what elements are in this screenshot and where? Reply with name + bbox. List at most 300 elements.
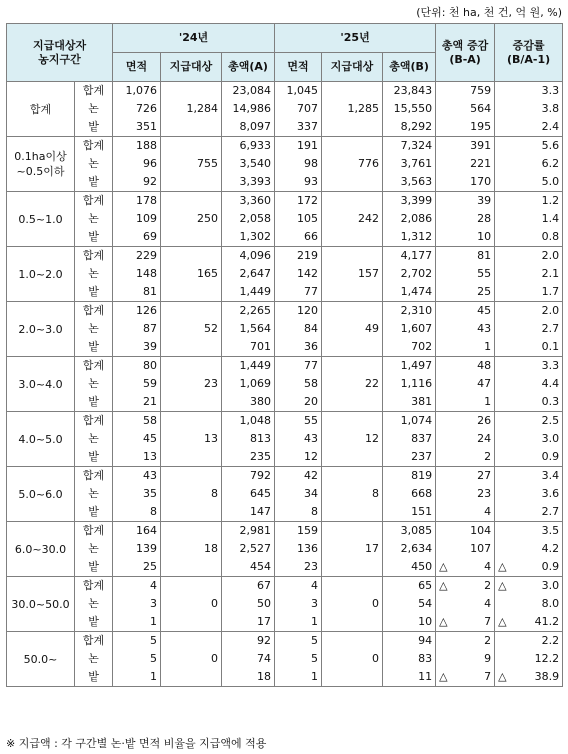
total-diff: 4 <box>436 503 495 522</box>
change-rate: 2.2 <box>495 632 563 651</box>
total-b: 2,086 <box>383 210 436 228</box>
change-rate: 0.9 <box>495 448 563 467</box>
land-type: 밭 <box>75 503 113 522</box>
target-2024: 1,284 <box>161 82 222 137</box>
land-type: 합계 <box>75 192 113 211</box>
total-a: 1,048 <box>222 412 275 431</box>
total-diff: 2 <box>436 448 495 467</box>
change-rate: 12.2 <box>495 650 563 668</box>
change-rate: 6.2 <box>495 155 563 173</box>
change-rate: 1.7 <box>495 283 563 302</box>
land-type: 합계 <box>75 632 113 651</box>
table-row <box>7 613 563 632</box>
total-diff: 170 <box>436 173 495 192</box>
area-2024: 726 <box>113 100 161 118</box>
land-type: 논 <box>75 485 113 503</box>
area-2024: 126 <box>113 302 161 321</box>
total-diff: 25 <box>436 283 495 302</box>
area-2025: 98 <box>275 155 322 173</box>
land-type: 논 <box>75 155 113 173</box>
change-rate: 3.3 <box>495 357 563 376</box>
land-type: 논 <box>75 100 113 118</box>
total-b: 2,702 <box>383 265 436 283</box>
table-row <box>7 522 563 541</box>
total-b: 3,085 <box>383 522 436 541</box>
total-diff: 1 <box>436 393 495 412</box>
land-type: 논 <box>75 210 113 228</box>
total-b: 15,550 <box>383 100 436 118</box>
area-2024: 80 <box>113 357 161 376</box>
target-2025: 0 <box>322 632 383 687</box>
group-label: 2.0~3.0 <box>7 302 75 357</box>
total-a: 14,986 <box>222 100 275 118</box>
land-type: 밭 <box>75 448 113 467</box>
total-diff: 10 <box>436 228 495 247</box>
total-b: 668 <box>383 485 436 503</box>
change-rate: 3.0 <box>495 430 563 448</box>
area-2024: 178 <box>113 192 161 211</box>
area-2024: 81 <box>113 283 161 302</box>
change-rate: 0.1 <box>495 338 563 357</box>
area-2024: 58 <box>113 412 161 431</box>
target-2025: 22 <box>322 357 383 412</box>
header-row-1 <box>7 24 563 53</box>
group-label: 5.0~6.0 <box>7 467 75 522</box>
total-b: 54 <box>383 595 436 613</box>
land-type: 합계 <box>75 412 113 431</box>
table-row <box>7 595 563 613</box>
total-a: 92 <box>222 632 275 651</box>
table-row <box>7 100 563 118</box>
unit-note: (단위: 천 ha, 천 건, 억 원, %) <box>416 6 562 19</box>
area-2025: 219 <box>275 247 322 266</box>
area-2024: 21 <box>113 393 161 412</box>
land-type: 합계 <box>75 577 113 596</box>
area-2025: 1 <box>275 613 322 632</box>
area-2025: 159 <box>275 522 322 541</box>
total-diff: 28 <box>436 210 495 228</box>
total-b: 3,761 <box>383 155 436 173</box>
change-rate: 2.1 <box>495 265 563 283</box>
table-row <box>7 137 563 156</box>
total-diff: 2 <box>436 632 495 651</box>
table-row <box>7 540 563 558</box>
total-a: 4,096 <box>222 247 275 266</box>
total-b: 4,177 <box>383 247 436 266</box>
table-row <box>7 430 563 448</box>
total-b: 151 <box>383 503 436 522</box>
area-2024: 92 <box>113 173 161 192</box>
total-diff: 195 <box>436 118 495 137</box>
total-b: 819 <box>383 467 436 486</box>
area-2024: 5 <box>113 632 161 651</box>
header-area-24: 면적 <box>113 53 161 82</box>
target-2024: 755 <box>161 137 222 192</box>
area-2025: 55 <box>275 412 322 431</box>
total-a: 2,527 <box>222 540 275 558</box>
area-2024: 4 <box>113 577 161 596</box>
table-row <box>7 650 563 668</box>
area-2025: 66 <box>275 228 322 247</box>
total-diff: 221 <box>436 155 495 173</box>
total-b: 3,563 <box>383 173 436 192</box>
header-target-25: 지급대상 <box>322 53 383 82</box>
total-a: 3,540 <box>222 155 275 173</box>
area-2024: 109 <box>113 210 161 228</box>
area-2024: 1 <box>113 613 161 632</box>
area-2025: 36 <box>275 338 322 357</box>
land-type: 합계 <box>75 357 113 376</box>
header-2024: '24년 <box>113 24 275 53</box>
group-label: 1.0~2.0 <box>7 247 75 302</box>
table-row <box>7 265 563 283</box>
area-2024: 25 <box>113 558 161 577</box>
target-2024: 23 <box>161 357 222 412</box>
change-rate: 3.4 <box>495 467 563 486</box>
target-2025: 1,285 <box>322 82 383 137</box>
total-b: 65 <box>383 577 436 596</box>
change-rate: 2.7 <box>495 503 563 522</box>
total-b: 381 <box>383 393 436 412</box>
total-a: 50 <box>222 595 275 613</box>
land-type: 밭 <box>75 613 113 632</box>
table-row <box>7 412 563 431</box>
table-row <box>7 448 563 467</box>
total-diff: 48 <box>436 357 495 376</box>
total-a: 454 <box>222 558 275 577</box>
total-a: 1,302 <box>222 228 275 247</box>
target-2024: 0 <box>161 632 222 687</box>
target-2024: 250 <box>161 192 222 247</box>
total-diff: 104 <box>436 522 495 541</box>
total-b: 1,074 <box>383 412 436 431</box>
land-type: 밭 <box>75 338 113 357</box>
change-rate: 2.5 <box>495 412 563 431</box>
total-diff: 45 <box>436 302 495 321</box>
area-2025: 23 <box>275 558 322 577</box>
change-rate: 3.5 <box>495 522 563 541</box>
target-2025: 242 <box>322 192 383 247</box>
change-rate: 1.2 <box>495 192 563 211</box>
area-2024: 5 <box>113 650 161 668</box>
table-row <box>7 393 563 412</box>
target-2025: 49 <box>322 302 383 357</box>
area-2024: 8 <box>113 503 161 522</box>
group-label: 0.5~1.0 <box>7 192 75 247</box>
total-diff: 39 <box>436 192 495 211</box>
land-type: 밭 <box>75 173 113 192</box>
area-2024: 59 <box>113 375 161 393</box>
table-row <box>7 155 563 173</box>
area-2024: 188 <box>113 137 161 156</box>
table-row <box>7 283 563 302</box>
target-2024: 18 <box>161 522 222 577</box>
total-a: 2,058 <box>222 210 275 228</box>
table-row <box>7 338 563 357</box>
area-2024: 39 <box>113 338 161 357</box>
area-2025: 337 <box>275 118 322 137</box>
group-label: 30.0~50.0 <box>7 577 75 632</box>
total-diff: 81 <box>436 247 495 266</box>
change-rate: 2.4 <box>495 118 563 137</box>
total-b: 837 <box>383 430 436 448</box>
total-a: 74 <box>222 650 275 668</box>
land-type: 밭 <box>75 668 113 687</box>
area-2024: 13 <box>113 448 161 467</box>
area-2025: 8 <box>275 503 322 522</box>
area-2025: 191 <box>275 137 322 156</box>
area-2025: 58 <box>275 375 322 393</box>
total-diff: △ 7 <box>436 613 495 632</box>
header-target-24: 지급대상 <box>161 53 222 82</box>
table-row <box>7 357 563 376</box>
total-a: 3,360 <box>222 192 275 211</box>
total-diff: 564 <box>436 100 495 118</box>
area-2025: 42 <box>275 467 322 486</box>
total-a: 8,097 <box>222 118 275 137</box>
total-b: 7,324 <box>383 137 436 156</box>
total-a: 3,393 <box>222 173 275 192</box>
footnote: ※ 지급액 : 각 구간별 논·밭 면적 비율을 지급액에 적용 <box>6 737 267 750</box>
area-2024: 43 <box>113 467 161 486</box>
group-label: 6.0~30.0 <box>7 522 75 577</box>
target-2024: 0 <box>161 577 222 632</box>
change-rate: 5.6 <box>495 137 563 156</box>
total-b: 1,497 <box>383 357 436 376</box>
total-diff: 9 <box>436 650 495 668</box>
change-rate: 4.2 <box>495 540 563 558</box>
area-2024: 229 <box>113 247 161 266</box>
table-row <box>7 302 563 321</box>
total-diff: 26 <box>436 412 495 431</box>
area-2024: 3 <box>113 595 161 613</box>
total-a: 2,647 <box>222 265 275 283</box>
total-b: 2,634 <box>383 540 436 558</box>
change-rate: 8.0 <box>495 595 563 613</box>
table-row <box>7 192 563 211</box>
total-diff: 4 <box>436 595 495 613</box>
land-type: 밭 <box>75 393 113 412</box>
total-b: 2,310 <box>383 302 436 321</box>
land-type: 논 <box>75 540 113 558</box>
land-type: 논 <box>75 320 113 338</box>
area-2024: 1,076 <box>113 82 161 101</box>
total-a: 792 <box>222 467 275 486</box>
total-diff: △ 4 <box>436 558 495 577</box>
land-type: 논 <box>75 430 113 448</box>
area-2024: 35 <box>113 485 161 503</box>
total-a: 17 <box>222 613 275 632</box>
total-a: 147 <box>222 503 275 522</box>
area-2025: 77 <box>275 357 322 376</box>
land-type: 합계 <box>75 247 113 266</box>
area-2024: 148 <box>113 265 161 283</box>
header-2025: '25년 <box>275 24 436 53</box>
table-row <box>7 577 563 596</box>
area-2024: 96 <box>113 155 161 173</box>
area-2025: 93 <box>275 173 322 192</box>
table-row <box>7 247 563 266</box>
change-rate: △ 0.9 <box>495 558 563 577</box>
total-a: 813 <box>222 430 275 448</box>
total-a: 701 <box>222 338 275 357</box>
target-2025: 157 <box>322 247 383 302</box>
land-type: 합계 <box>75 302 113 321</box>
area-2025: 4 <box>275 577 322 596</box>
table-row <box>7 173 563 192</box>
target-2024: 165 <box>161 247 222 302</box>
area-2025: 136 <box>275 540 322 558</box>
area-2024: 139 <box>113 540 161 558</box>
area-2024: 1 <box>113 668 161 687</box>
land-type: 합계 <box>75 522 113 541</box>
area-2025: 5 <box>275 632 322 651</box>
header-area-25: 면적 <box>275 53 322 82</box>
group-label: 3.0~4.0 <box>7 357 75 412</box>
target-2024: 13 <box>161 412 222 467</box>
total-b: 450 <box>383 558 436 577</box>
area-2025: 1 <box>275 668 322 687</box>
total-b: 23,843 <box>383 82 436 101</box>
total-a: 645 <box>222 485 275 503</box>
total-a: 235 <box>222 448 275 467</box>
change-rate: 3.6 <box>495 485 563 503</box>
change-rate: 2.0 <box>495 247 563 266</box>
area-2025: 84 <box>275 320 322 338</box>
table-row <box>7 485 563 503</box>
total-b: 11 <box>383 668 436 687</box>
area-2024: 351 <box>113 118 161 137</box>
total-diff: 43 <box>436 320 495 338</box>
total-diff: 27 <box>436 467 495 486</box>
table-row <box>7 632 563 651</box>
total-a: 2,265 <box>222 302 275 321</box>
land-type: 밭 <box>75 118 113 137</box>
target-2025: 776 <box>322 137 383 192</box>
area-2025: 142 <box>275 265 322 283</box>
total-a: 1,449 <box>222 283 275 302</box>
total-a: 67 <box>222 577 275 596</box>
total-diff: 391 <box>436 137 495 156</box>
target-2024: 52 <box>161 302 222 357</box>
land-type: 합계 <box>75 137 113 156</box>
total-a: 23,084 <box>222 82 275 101</box>
area-2025: 120 <box>275 302 322 321</box>
target-2025: 17 <box>322 522 383 577</box>
table-body <box>7 82 563 687</box>
total-b: 1,116 <box>383 375 436 393</box>
total-a: 1,449 <box>222 357 275 376</box>
change-rate: 3.3 <box>495 82 563 101</box>
total-a: 380 <box>222 393 275 412</box>
land-type: 밭 <box>75 558 113 577</box>
total-b: 702 <box>383 338 436 357</box>
total-a: 18 <box>222 668 275 687</box>
total-b: 83 <box>383 650 436 668</box>
total-b: 1,607 <box>383 320 436 338</box>
change-rate: 2.7 <box>495 320 563 338</box>
table-row <box>7 82 563 101</box>
area-2024: 45 <box>113 430 161 448</box>
header-total-diff: 총액 증감 (B-A) <box>436 24 495 82</box>
change-rate: 3.8 <box>495 100 563 118</box>
table-row <box>7 118 563 137</box>
total-diff: 759 <box>436 82 495 101</box>
total-diff: 1 <box>436 338 495 357</box>
area-2025: 20 <box>275 393 322 412</box>
group-label: 50.0~ <box>7 632 75 687</box>
change-rate: △ 41.2 <box>495 613 563 632</box>
group-label: 4.0~5.0 <box>7 412 75 467</box>
payment-table <box>6 23 563 687</box>
land-type: 논 <box>75 265 113 283</box>
header-total-a: 총액(A) <box>222 53 275 82</box>
land-type: 논 <box>75 375 113 393</box>
table-row <box>7 375 563 393</box>
total-diff: △ 2 <box>436 577 495 596</box>
area-2025: 172 <box>275 192 322 211</box>
land-type: 논 <box>75 595 113 613</box>
change-rate: 0.3 <box>495 393 563 412</box>
table-row <box>7 320 563 338</box>
change-rate: △ 38.9 <box>495 668 563 687</box>
area-2025: 105 <box>275 210 322 228</box>
change-rate: 0.8 <box>495 228 563 247</box>
total-diff: 23 <box>436 485 495 503</box>
target-2025: 8 <box>322 467 383 522</box>
header-corner: 지급대상자 농지구간 <box>7 24 113 82</box>
total-b: 94 <box>383 632 436 651</box>
table-row <box>7 210 563 228</box>
land-type: 논 <box>75 650 113 668</box>
area-2025: 34 <box>275 485 322 503</box>
total-b: 237 <box>383 448 436 467</box>
area-2024: 87 <box>113 320 161 338</box>
total-b: 10 <box>383 613 436 632</box>
area-2025: 77 <box>275 283 322 302</box>
area-2025: 12 <box>275 448 322 467</box>
land-type: 밭 <box>75 228 113 247</box>
change-rate: 1.4 <box>495 210 563 228</box>
group-label: 0.1ha이상 ~0.5이하 <box>7 137 75 192</box>
area-2025: 43 <box>275 430 322 448</box>
area-2024: 69 <box>113 228 161 247</box>
total-diff: 55 <box>436 265 495 283</box>
target-2024: 8 <box>161 467 222 522</box>
area-2024: 164 <box>113 522 161 541</box>
area-2025: 707 <box>275 100 322 118</box>
table-row <box>7 668 563 687</box>
change-rate: 4.4 <box>495 375 563 393</box>
land-type: 합계 <box>75 467 113 486</box>
land-type: 합계 <box>75 82 113 101</box>
total-a: 6,933 <box>222 137 275 156</box>
change-rate: △ 3.0 <box>495 577 563 596</box>
area-2025: 1,045 <box>275 82 322 101</box>
header-change-rate: 증감률 (B/A-1) <box>495 24 563 82</box>
total-diff: △ 7 <box>436 668 495 687</box>
area-2025: 5 <box>275 650 322 668</box>
table-row <box>7 503 563 522</box>
total-diff: 47 <box>436 375 495 393</box>
target-2025: 0 <box>322 577 383 632</box>
total-b: 3,399 <box>383 192 436 211</box>
area-2025: 3 <box>275 595 322 613</box>
change-rate: 5.0 <box>495 173 563 192</box>
target-2025: 12 <box>322 412 383 467</box>
table-row <box>7 228 563 247</box>
change-rate: 2.0 <box>495 302 563 321</box>
